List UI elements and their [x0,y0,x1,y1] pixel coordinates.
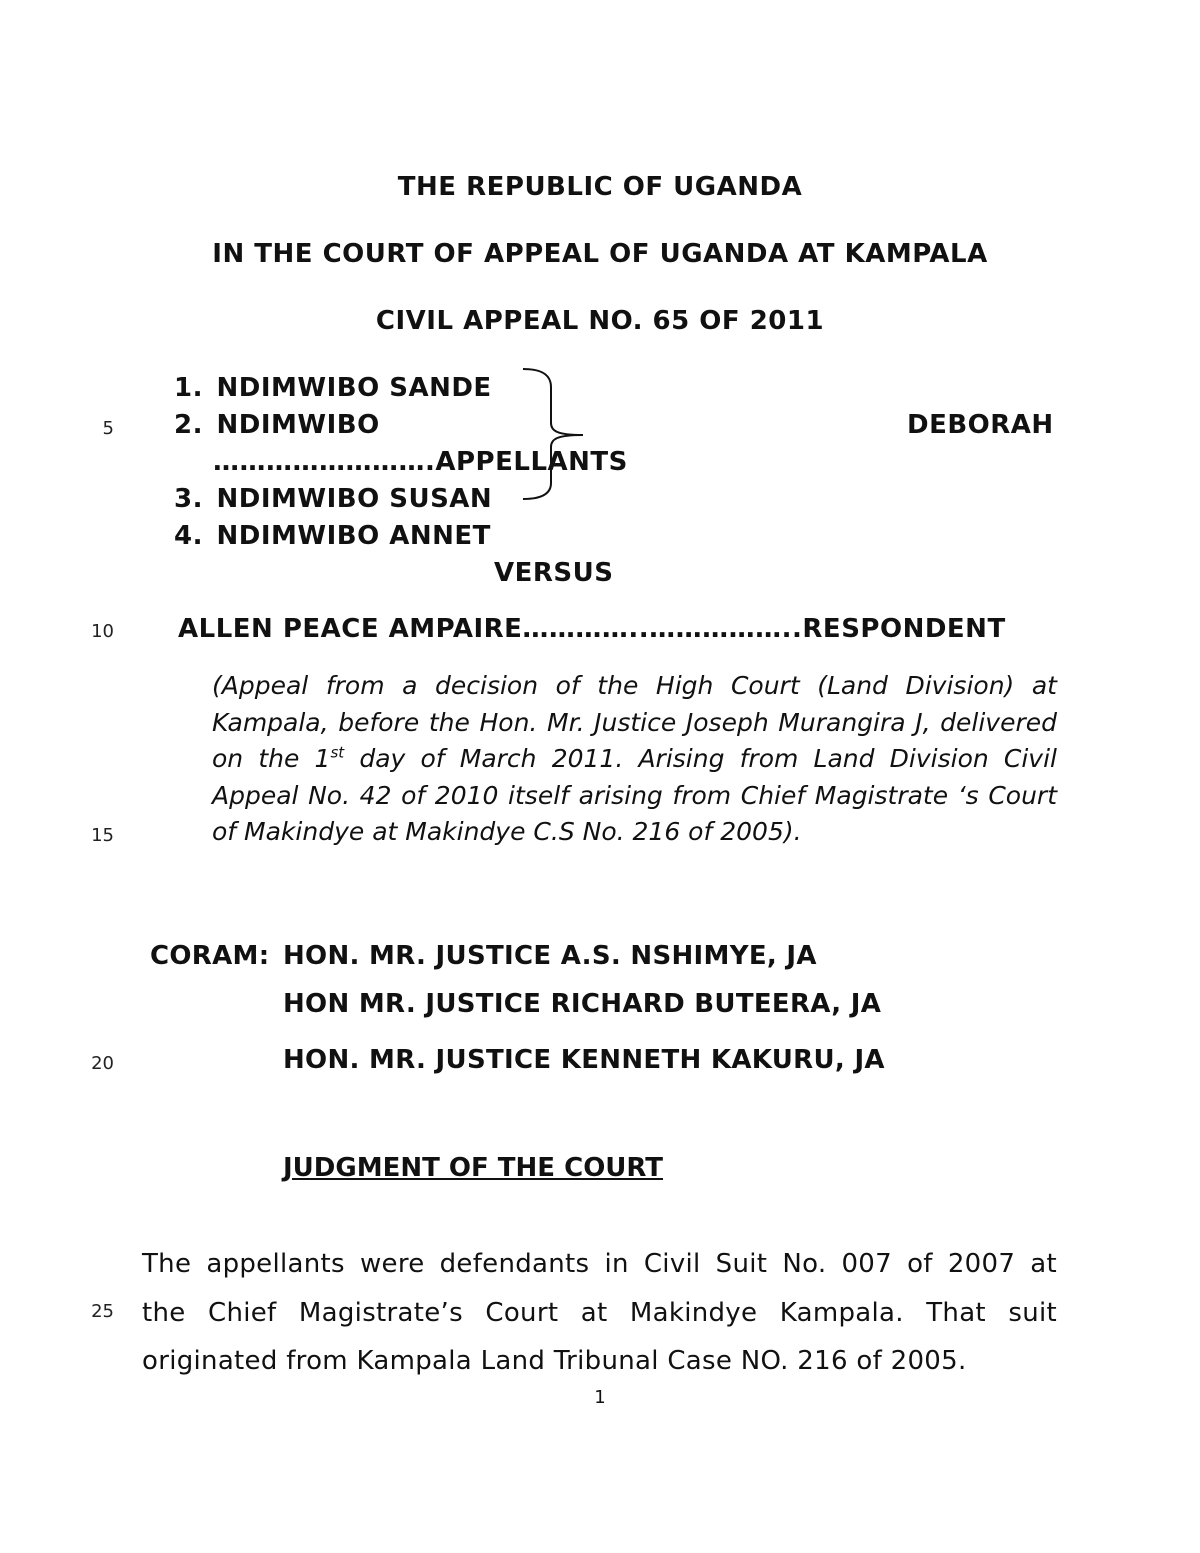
appeal-note-part-1: (Appeal from a decision of the High Court (Land Division) at Kampala, before the Hon. Mr. Justice Joseph Murangira J, delivered on the 1 [212,671,1057,774]
appellant-1 [174,373,492,403]
body-line: originated from Kampala Land Tribunal Case NO. 216 of 2005. [142,1346,967,1376]
coram-judge-3: HON. MR. JUSTICE KENNETH KAKURU, JA [283,1045,885,1075]
appellant-name: NDIMWIBO SUSAN [216,484,493,514]
appellant-name: NDIMWIBO SANDE [216,373,492,403]
appellant-number: 3. [174,484,203,514]
appellant-number: 1. [174,373,203,403]
page-number: 1 [594,1387,606,1408]
appellant-2-continued: DEBORAH [907,410,1054,440]
body-line: The appellants were defendants in Civil Suit No. 007 of 2007 at [142,1249,1057,1279]
coram-judge-2: HON MR. JUSTICE RICHARD BUTEERA, JA [283,989,882,1019]
line-number: 20 [91,1053,114,1074]
appellant-name: NDIMWIBO [216,410,380,440]
body-line: the Chief Magistrate’s Court at Makindye Kampala. That suit [142,1297,1057,1328]
court-heading: IN THE COURT OF APPEAL OF UGANDA AT KAMPALA [212,239,988,269]
respondent-line: ALLEN PEACE AMPAIRE…………..……………..RESPONDENT [178,614,1006,644]
appellants-role-line: …………………….APPELLANTS [213,447,628,477]
case-number-heading: CIVIL APPEAL NO. 65 OF 2011 [375,306,825,336]
appellant-number: 2. [174,410,203,440]
versus-label: VERSUS [494,558,614,588]
line-number: 25 [91,1301,114,1322]
appellant-2 [174,410,380,440]
appeal-note [212,668,1057,851]
appeal-note-part-2: day of March 2011. Arising from Land Division Civil Appeal No. 42 of 2010 itself arising from Chief Magistrate ‘s Court of Makindye at Makindye C.S No. 216 of 2005). [212,744,1057,847]
line-number: 15 [91,825,114,846]
body-paragraph [142,1240,1057,1386]
appellant-number: 4. [174,521,203,551]
coram-label: CORAM: [150,941,270,971]
judgment-title: JUDGMENT OF THE COURT [283,1153,663,1183]
appellant-name: NDIMWIBO ANNET [216,521,491,551]
coram-judge-1: HON. MR. JUSTICE A.S. NSHIMYE, JA [283,941,817,971]
line-number: 10 [91,621,114,642]
appellant-4 [174,521,491,551]
line-number: 5 [102,418,114,439]
curly-brace-icon [515,365,595,505]
appellant-3 [174,484,492,514]
republic-heading: THE REPUBLIC OF UGANDA [397,172,803,202]
appeal-note-superscript: st [330,743,345,762]
